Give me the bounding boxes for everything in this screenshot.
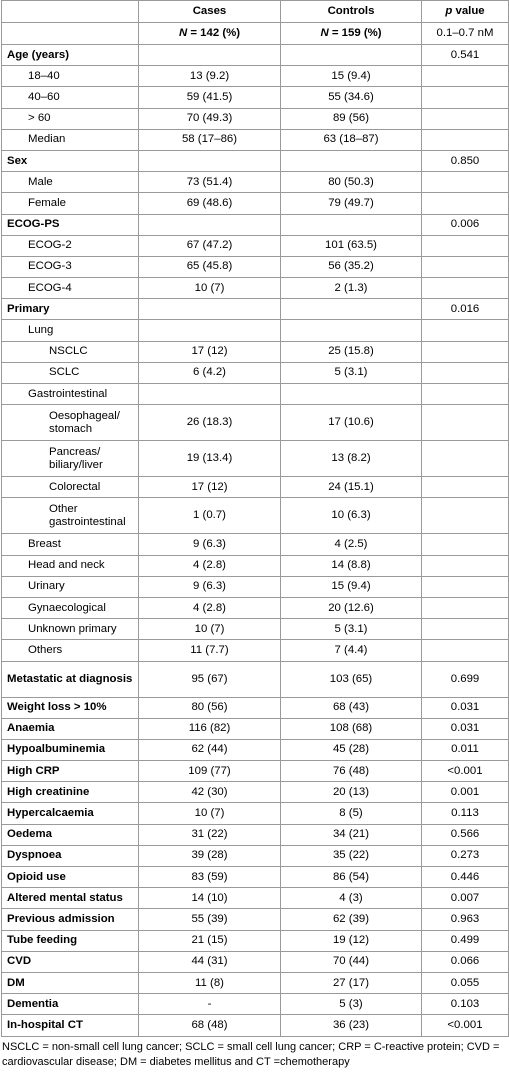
cases-value (139, 299, 281, 320)
header-p-value (422, 1, 509, 23)
p-value (422, 384, 509, 405)
table-row (2, 534, 509, 555)
row-label: Head and neck (2, 555, 139, 576)
p-value: 0.963 (422, 909, 509, 930)
table-row (2, 739, 509, 760)
cases-value: 9 (6.3) (139, 534, 281, 555)
table-row (2, 909, 509, 930)
controls-value (281, 214, 422, 235)
controls-value: 20 (12.6) (281, 597, 422, 618)
header-p-rest: value (452, 5, 485, 17)
p-value: 0.103 (422, 994, 509, 1015)
row-label: Sex (2, 150, 139, 171)
controls-value: 36 (23) (281, 1015, 422, 1036)
controls-value: 68 (43) (281, 697, 422, 718)
cases-value: 9 (6.3) (139, 576, 281, 597)
controls-value: 56 (35.2) (281, 256, 422, 277)
row-label: SCLC (2, 362, 139, 383)
p-value: 0.273 (422, 845, 509, 866)
controls-value: 8 (5) (281, 803, 422, 824)
table-row (2, 441, 509, 477)
row-label: Gastrointestinal (2, 384, 139, 405)
row-label: Age (years) (2, 45, 139, 66)
controls-value: 103 (65) (281, 661, 422, 697)
p-value: 0.850 (422, 150, 509, 171)
p-value (422, 320, 509, 341)
row-label: ECOG-4 (2, 278, 139, 299)
table-row (2, 555, 509, 576)
p-value: 0.446 (422, 867, 509, 888)
p-value (422, 640, 509, 661)
cases-value: 69 (48.6) (139, 193, 281, 214)
row-label: > 60 (2, 108, 139, 129)
controls-value: 55 (34.6) (281, 87, 422, 108)
p-value: 0.699 (422, 661, 509, 697)
header-empty-cell (2, 1, 139, 23)
table-row (2, 129, 509, 150)
controls-value: 4 (3) (281, 888, 422, 909)
row-label: Other gastrointestinal (2, 498, 139, 534)
table-row (2, 278, 509, 299)
controls-value: 101 (63.5) (281, 235, 422, 256)
row-label: High creatinine (2, 782, 139, 803)
p-value (422, 129, 509, 150)
cases-value: 10 (7) (139, 278, 281, 299)
p-value: 0.541 (422, 45, 509, 66)
controls-value (281, 320, 422, 341)
controls-value: 25 (15.8) (281, 341, 422, 362)
row-label: Female (2, 193, 139, 214)
cases-value: 26 (18.3) (139, 405, 281, 441)
controls-value: 35 (22) (281, 845, 422, 866)
cases-value: 21 (15) (139, 930, 281, 951)
p-value: 0.006 (422, 214, 509, 235)
row-label: NSCLC (2, 341, 139, 362)
controls-n-rest: = 159 (%) (328, 27, 382, 39)
header-subrow (2, 23, 509, 45)
row-label: Anaemia (2, 718, 139, 739)
subheader-empty-cell (2, 23, 139, 45)
p-value (422, 108, 509, 129)
p-value: 0.031 (422, 697, 509, 718)
row-label: ECOG-3 (2, 256, 139, 277)
table-row (2, 1015, 509, 1036)
cases-value: 13 (9.2) (139, 66, 281, 87)
table-row (2, 576, 509, 597)
cases-value: 70 (49.3) (139, 108, 281, 129)
p-value (422, 87, 509, 108)
controls-value: 14 (8.8) (281, 555, 422, 576)
table-row (2, 214, 509, 235)
cases-n-rest: = 142 (%) (187, 27, 241, 39)
cases-value: 83 (59) (139, 867, 281, 888)
row-label: ECOG-2 (2, 235, 139, 256)
row-label: Hypoalbuminemia (2, 739, 139, 760)
table-row (2, 477, 509, 498)
p-value: 0.566 (422, 824, 509, 845)
table-row (2, 66, 509, 87)
row-label: High CRP (2, 761, 139, 782)
cases-value (139, 384, 281, 405)
cases-value: 11 (8) (139, 972, 281, 993)
cases-value: 10 (7) (139, 803, 281, 824)
table-row (2, 718, 509, 739)
cases-value: 95 (67) (139, 661, 281, 697)
p-value (422, 235, 509, 256)
p-value (422, 193, 509, 214)
cases-value: 68 (48) (139, 1015, 281, 1036)
controls-value (281, 45, 422, 66)
p-value (422, 172, 509, 193)
cases-value: 31 (22) (139, 824, 281, 845)
header-row (2, 1, 509, 23)
controls-value (281, 299, 422, 320)
row-label: Previous admission (2, 909, 139, 930)
controls-value: 79 (49.7) (281, 193, 422, 214)
p-value (422, 477, 509, 498)
controls-value: 62 (39) (281, 909, 422, 930)
table-row (2, 299, 509, 320)
comparison-table (1, 0, 509, 1037)
table-row (2, 87, 509, 108)
table-row (2, 867, 509, 888)
table-row (2, 972, 509, 993)
controls-value: 27 (17) (281, 972, 422, 993)
cases-value: 59 (41.5) (139, 87, 281, 108)
table-row (2, 640, 509, 661)
table-row (2, 697, 509, 718)
p-value: 0.113 (422, 803, 509, 824)
row-label: Metastatic at diagnosis (2, 661, 139, 697)
row-label: In-hospital CT (2, 1015, 139, 1036)
p-value (422, 597, 509, 618)
cases-value (139, 214, 281, 235)
cases-value: 55 (39) (139, 909, 281, 930)
controls-value: 5 (3.1) (281, 362, 422, 383)
cases-value: 14 (10) (139, 888, 281, 909)
cases-n-italic: N (178, 27, 188, 39)
table-row (2, 45, 509, 66)
controls-value: 108 (68) (281, 718, 422, 739)
p-value: 0.007 (422, 888, 509, 909)
cases-value (139, 150, 281, 171)
p-value: 0.031 (422, 718, 509, 739)
cases-value (139, 320, 281, 341)
subheader-cases-n (139, 23, 281, 45)
table-row (2, 619, 509, 640)
controls-value: 5 (3.1) (281, 619, 422, 640)
controls-value (281, 150, 422, 171)
table-row (2, 193, 509, 214)
row-label: Gynaecological (2, 597, 139, 618)
cases-value: 17 (12) (139, 341, 281, 362)
table-row (2, 362, 509, 383)
controls-value: 7 (4.4) (281, 640, 422, 661)
cases-value: 1 (0.7) (139, 498, 281, 534)
table-footnote: NSCLC = non-small cell lung cancer; SCLC = small cell lung cancer; CRP = C-reactive protein; CVD = cardiovascular disease; DM = diabetes mellitus and CT =chemotherapy (2, 1040, 500, 1068)
table-row (2, 235, 509, 256)
cases-value: 44 (31) (139, 951, 281, 972)
table-row (2, 256, 509, 277)
controls-value: 45 (28) (281, 739, 422, 760)
cases-value: 19 (13.4) (139, 441, 281, 477)
header-controls: Controls (281, 1, 422, 23)
controls-value: 63 (18–87) (281, 129, 422, 150)
p-value: <0.001 (422, 761, 509, 782)
row-label: Breast (2, 534, 139, 555)
table-row (2, 661, 509, 697)
cases-value: 39 (28) (139, 845, 281, 866)
cases-value: 17 (12) (139, 477, 281, 498)
row-label: Primary (2, 299, 139, 320)
controls-value: 19 (12) (281, 930, 422, 951)
p-value: 0.055 (422, 972, 509, 993)
p-value (422, 66, 509, 87)
p-value: 0.016 (422, 299, 509, 320)
row-label: Weight loss > 10% (2, 697, 139, 718)
cases-value: 67 (47.2) (139, 235, 281, 256)
row-label: Tube feeding (2, 930, 139, 951)
row-label: Altered mental status (2, 888, 139, 909)
table-row (2, 341, 509, 362)
table-row (2, 824, 509, 845)
controls-value: 17 (10.6) (281, 405, 422, 441)
header-p-italic: p (445, 5, 453, 17)
controls-value: 89 (56) (281, 108, 422, 129)
cases-value: 58 (17–86) (139, 129, 281, 150)
controls-value: 2 (1.3) (281, 278, 422, 299)
cases-value: 62 (44) (139, 739, 281, 760)
p-value (422, 405, 509, 441)
table-row (2, 761, 509, 782)
controls-value: 86 (54) (281, 867, 422, 888)
p-value (422, 534, 509, 555)
row-label: Urinary (2, 576, 139, 597)
p-value: 0.001 (422, 782, 509, 803)
controls-value: 24 (15.1) (281, 477, 422, 498)
controls-value (281, 384, 422, 405)
table-header (2, 1, 509, 45)
cases-value: 73 (51.4) (139, 172, 281, 193)
p-value (422, 362, 509, 383)
cases-value: 6 (4.2) (139, 362, 281, 383)
row-label: Pancreas/ biliary/liver (2, 441, 139, 477)
row-label: Oedema (2, 824, 139, 845)
p-value: 0.011 (422, 739, 509, 760)
table-row (2, 994, 509, 1015)
controls-value: 80 (50.3) (281, 172, 422, 193)
p-value: 0.499 (422, 930, 509, 951)
table-body (2, 45, 509, 1037)
controls-value: 70 (44) (281, 951, 422, 972)
p-value (422, 619, 509, 640)
table-row (2, 150, 509, 171)
cases-value: 116 (82) (139, 718, 281, 739)
controls-value: 34 (21) (281, 824, 422, 845)
row-label: Lung (2, 320, 139, 341)
table-row (2, 108, 509, 129)
p-value (422, 441, 509, 477)
cases-value: 4 (2.8) (139, 597, 281, 618)
row-label: DM (2, 972, 139, 993)
table-row (2, 320, 509, 341)
row-label: Oesophageal/ stomach (2, 405, 139, 441)
row-label: Colorectal (2, 477, 139, 498)
cases-value: 11 (7.7) (139, 640, 281, 661)
p-value (422, 555, 509, 576)
cases-value: 10 (7) (139, 619, 281, 640)
subheader-controls-n (281, 23, 422, 45)
p-value (422, 341, 509, 362)
cases-value: - (139, 994, 281, 1015)
controls-value: 4 (2.5) (281, 534, 422, 555)
table-row (2, 782, 509, 803)
table-row (2, 803, 509, 824)
cases-value: 42 (30) (139, 782, 281, 803)
p-value: 0.066 (422, 951, 509, 972)
table-row (2, 930, 509, 951)
p-value: <0.001 (422, 1015, 509, 1036)
controls-n-italic: N (320, 27, 329, 39)
row-label: ECOG-PS (2, 214, 139, 235)
row-label: Median (2, 129, 139, 150)
cases-value: 109 (77) (139, 761, 281, 782)
row-label: Hypercalcaemia (2, 803, 139, 824)
row-label: 18–40 (2, 66, 139, 87)
table-row (2, 405, 509, 441)
row-label: Others (2, 640, 139, 661)
row-label: Opioid use (2, 867, 139, 888)
table-row (2, 498, 509, 534)
row-label: Unknown primary (2, 619, 139, 640)
cases-value: 80 (56) (139, 697, 281, 718)
p-value (422, 498, 509, 534)
table-row (2, 888, 509, 909)
cases-value (139, 45, 281, 66)
controls-value: 10 (6.3) (281, 498, 422, 534)
table-row (2, 845, 509, 866)
cases-value: 4 (2.8) (139, 555, 281, 576)
p-value (422, 278, 509, 299)
row-label: Male (2, 172, 139, 193)
row-label: Dementia (2, 994, 139, 1015)
table-row (2, 384, 509, 405)
controls-value: 20 (13) (281, 782, 422, 803)
cases-value: 65 (45.8) (139, 256, 281, 277)
p-value (422, 576, 509, 597)
controls-value: 15 (9.4) (281, 576, 422, 597)
controls-value: 13 (8.2) (281, 441, 422, 477)
p-value (422, 256, 509, 277)
row-label: CVD (2, 951, 139, 972)
table-row (2, 951, 509, 972)
table-row (2, 172, 509, 193)
subheader-p-range: 0.1–0.7 nM (422, 23, 509, 45)
table-row (2, 597, 509, 618)
row-label: Dyspnoea (2, 845, 139, 866)
row-label: 40–60 (2, 87, 139, 108)
controls-value: 76 (48) (281, 761, 422, 782)
header-cases: Cases (139, 1, 281, 23)
controls-value: 15 (9.4) (281, 66, 422, 87)
controls-value: 5 (3) (281, 994, 422, 1015)
